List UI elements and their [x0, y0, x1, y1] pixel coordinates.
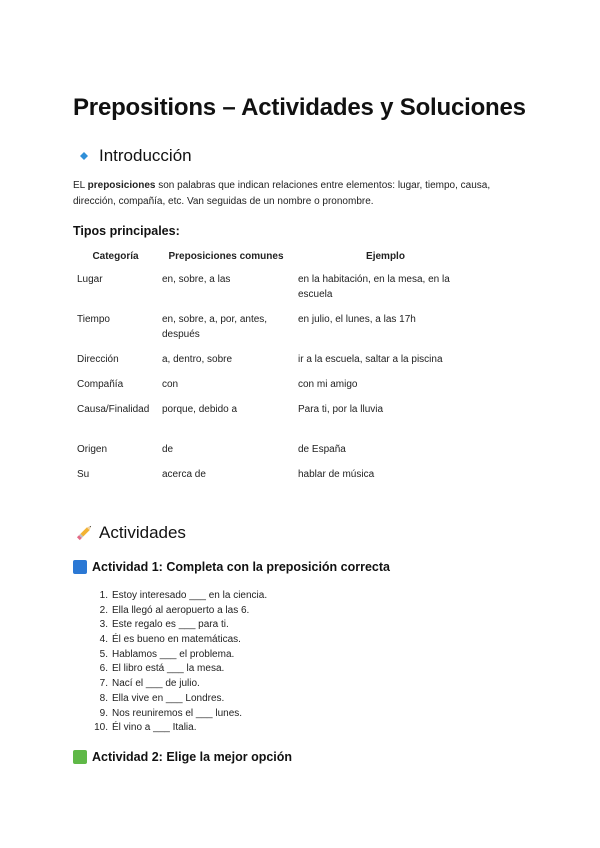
list-item [88, 692, 267, 707]
activity2-heading [73, 750, 292, 764]
list-item [88, 721, 267, 736]
list-item-text: Hablamos ___ el problema. [112, 648, 235, 660]
table-cell-example: con mi amigo [298, 379, 358, 390]
table-cell-prepositions: con [162, 379, 179, 390]
list-item [88, 618, 267, 633]
list-item-text: Ella vive en ___ Londres. [112, 692, 225, 704]
activities-heading-text: Actividades [99, 523, 186, 542]
activities-heading [73, 523, 186, 543]
table-cell-example: Para ti, por la lluvia [298, 404, 384, 415]
table-row [73, 402, 477, 442]
table-cell-example: en la habitación, en la mesa, en la escuela [298, 274, 450, 300]
table-row [73, 467, 477, 492]
table-cell-category: Compañía [77, 379, 124, 390]
prepositions-table [73, 246, 477, 492]
table-row [73, 352, 477, 377]
list-item [88, 648, 267, 663]
list-item-text: Nací el ___ de julio. [112, 678, 200, 690]
list-item-text: Ella llegó al aeropuerto a las 6. [112, 604, 250, 616]
list-item [88, 589, 267, 604]
list-item-text: Este regalo es ___ para ti. [112, 619, 229, 631]
activity1-heading [73, 560, 390, 574]
table-cell-prepositions: acerca de [162, 469, 206, 480]
list-item-number: 6. [99, 663, 108, 675]
column-header: Ejemplo [366, 251, 405, 262]
list-item-text: El libro está ___ la mesa. [112, 663, 225, 675]
table-row [73, 312, 477, 352]
list-item-number: 8. [99, 692, 108, 704]
list-item [88, 662, 267, 677]
list-item [88, 677, 267, 692]
intro-heading-text: Introducción [99, 146, 192, 165]
list-item-text: Él vino a ___ Italia. [112, 722, 197, 734]
table-cell-example: hablar de música [298, 469, 375, 480]
list-item [88, 707, 267, 722]
table-cell-prepositions: a, dentro, sobre [162, 354, 233, 365]
list-item-number: 1. [99, 590, 108, 601]
list-item-number: 3. [99, 619, 108, 631]
table-cell-example: de España [298, 444, 346, 455]
intro-text-bold: preposiciones [87, 180, 156, 191]
list-item-number: 9. [99, 707, 108, 719]
table-cell-example: ir a la escuela, saltar a la piscina [298, 354, 443, 365]
table-row [73, 442, 477, 467]
page-title: Prepositions – Actividades y Soluciones [73, 94, 526, 121]
table-cell-prepositions: en, sobre, a las [162, 274, 231, 285]
table-cell-category: Su [77, 469, 90, 480]
table-cell-category: Tiempo [77, 314, 110, 325]
list-item [88, 604, 267, 619]
table-row [73, 377, 477, 402]
list-item-text: Nos reuniremos el ___ lunes. [112, 707, 243, 719]
table-cell-category: Lugar [77, 274, 103, 285]
activity1-list [88, 589, 267, 736]
list-item-text: Él es bueno en matemáticas. [112, 634, 241, 646]
column-header: Categoría [92, 251, 139, 262]
small-blue-diamond-icon [73, 147, 95, 165]
green-square-icon [73, 750, 87, 764]
list-item-number: 4. [99, 634, 108, 646]
table-cell-prepositions: de [162, 444, 174, 455]
intro-text-before: EL [73, 180, 88, 191]
table-cell-category: Causa/Finalidad [77, 404, 150, 415]
list-item-number: 5. [99, 648, 108, 660]
pencil-icon [73, 524, 95, 542]
table-cell-category: Origen [77, 444, 108, 455]
list-item [88, 633, 267, 648]
list-item-text: Estoy interesado ___ en la ciencia. [112, 590, 268, 601]
table-header-row [73, 246, 477, 272]
table-cell-prepositions: en, sobre, a, por, antes, después [162, 314, 268, 340]
table-cell-prepositions: porque, debido a [162, 404, 238, 415]
list-item-number: 7. [99, 678, 108, 690]
column-header: Preposiciones comunes [168, 251, 284, 262]
blue-square-icon [73, 560, 87, 574]
activity1-heading-text: Actividad 1: Completa con la preposición correcta [92, 560, 390, 574]
table-cell-category: Dirección [77, 354, 119, 365]
list-item-number: 2. [99, 604, 108, 616]
intro-heading [73, 146, 192, 166]
table-cell-example: en julio, el lunes, a las 17h [298, 314, 416, 325]
activity2-heading-text: Actividad 2: Elige la mejor opción [92, 750, 293, 764]
table-row [73, 272, 477, 312]
intro-text-after: son palabras que indican relaciones entre elementos: lugar, tiempo, causa, dirección, compañía, etc. Van seguidas de un nombre o pronombre. [73, 180, 491, 207]
intro-paragraph [73, 178, 513, 210]
types-heading: Tipos principales: [73, 224, 180, 238]
list-item-number: 10. [94, 722, 108, 734]
